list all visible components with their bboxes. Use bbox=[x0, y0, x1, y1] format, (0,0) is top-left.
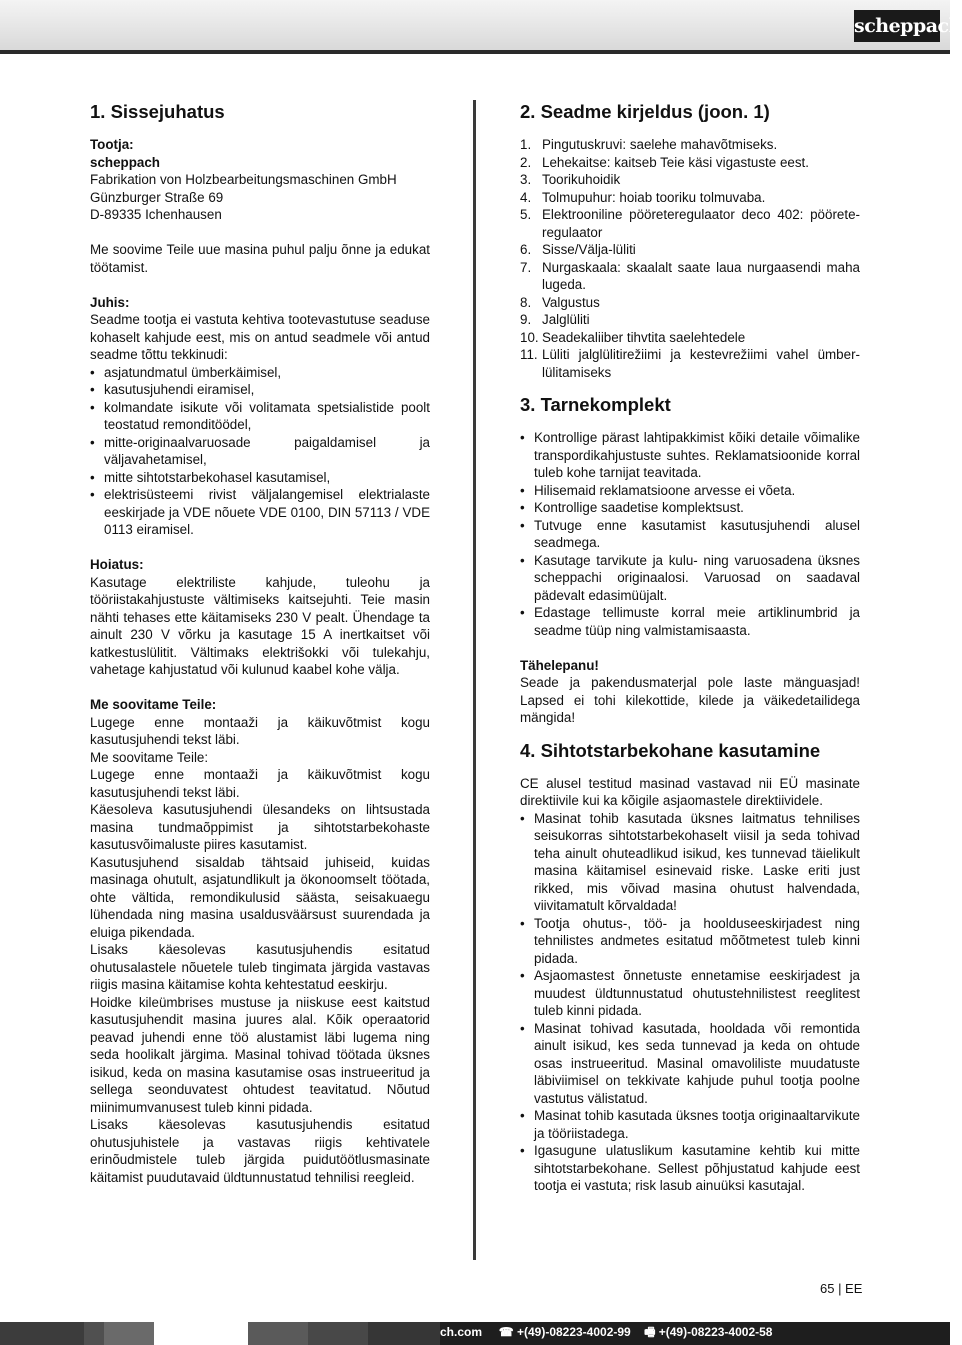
list-item bbox=[520, 171, 860, 189]
wish-text: Me soovime Teile uue masina puhul palju õnne ja edukat töötamist. bbox=[90, 242, 430, 275]
item-text: Sisse/Välja-lüliti bbox=[542, 242, 636, 257]
list-item bbox=[520, 346, 860, 381]
list-item: • Kontrollige saadetise komplektsust. bbox=[520, 499, 860, 517]
item-text: Valgustus bbox=[542, 294, 600, 310]
website-text: ch.com bbox=[440, 1325, 483, 1339]
section2-title: 2. Seadme kirjeldus (joon. 1) bbox=[520, 101, 770, 122]
note-list bbox=[90, 364, 430, 539]
list-item: • Edastage tellimuste korral meie artiklinumbrid ja seadme tüüp ning valmistamisaasta. bbox=[520, 604, 860, 639]
paragraph: Käesoleva kasutusjuhendi ülesandeks on lihtsustada masina tundmaõppimist ja sihtotstarbekohaste kasutusvõimaluste piires kasutamist. bbox=[90, 802, 430, 852]
item-text: Lehekaitse: kaitseb Teie käsi vigastuste eest. bbox=[542, 154, 809, 170]
item-text: Lüliti jalglülitirežiimi ja kestevrežiimi vahel ümberlülitamiseks bbox=[542, 347, 860, 380]
list-item: • Tutvuge enne kasutamist kasutusjuhendi alusel seadmega. bbox=[520, 517, 860, 552]
delivery-list bbox=[520, 429, 860, 639]
item-text: Tolmupuhur: hoiab tooriku tolmuvaba. bbox=[542, 189, 766, 205]
list-item: • Masinat tohivad kasutada, hooldada või remontida ainult isikud, kes seda tunnevad ja keda on ohtude osas instrueeritud. Masinal omavoliliste muudatuste läbiviimisel on tekkivate kahjude puhul tootja poolne vastutus välistatud. bbox=[520, 1020, 860, 1108]
intended-use-intro: CE alusel testitud masinad vastavad nii EÜ masinate direktiivile kui ka kõigile asjaomastele direktiividele. bbox=[520, 775, 860, 808]
list-item: • kolmandate isikute või volitamata spetsialistide poolt teostatud remonditöödel, bbox=[90, 399, 430, 434]
left-column bbox=[90, 100, 430, 1186]
warning-text: Kasutage elektriliste kahjude, tuleohu ja tööriistakahjustuste vältimiseks kaitsejuhti. Teie masin nähti tehases ette käitamiseks 230 V pealt. Ühendage ta ainult 230 V võrku ja kasutage 15 A inertkaitset või katkestuslülitit. Vältimaks elektrišokki või tulekahju, vahetage kahjustatud või kulunud kaabel kohe välja. bbox=[90, 574, 430, 677]
column-divider bbox=[473, 100, 476, 1260]
paragraph: Kasutusjuhend sisaldab tähtsaid juhiseid, kuidas masinaga ohutult, asjatundlikult ja ökonoomselt töötada, ohte vältida, remondikulusid säästa, seisakuaegu lühendada ning masina usaldusväärsust suurendada ja eluiga pikendada. bbox=[90, 854, 430, 940]
item-number: 3. bbox=[520, 172, 532, 187]
list-item: • mitte sihtotstarbekohasel kasutamisel, bbox=[90, 469, 430, 487]
list-item bbox=[520, 241, 860, 259]
list-item bbox=[520, 189, 860, 207]
section1-title: 1. Sissejuhatus bbox=[90, 101, 225, 122]
warning-label: Hoiatus: bbox=[90, 557, 144, 572]
list-item bbox=[520, 154, 860, 172]
item-number: 6. bbox=[520, 242, 532, 257]
paragraph: Lugege enne montaaži ja käikuvõtmist kogu kasutusjuhendi tekst läbi. bbox=[90, 767, 430, 800]
manufacturer-line: D-89335 Ichenhausen bbox=[90, 207, 222, 222]
item-number: 10. bbox=[520, 329, 539, 345]
footer-contact bbox=[440, 1322, 772, 1345]
list-item: • elektrisüsteemi rivist väljalangemisel elektrialaste eeskirjade ja VDE nõuete VDE 0100, DIN 57113 / VDE 0113 eiramisel. bbox=[90, 486, 430, 539]
list-item: • Tootja ohutus-, töö- ja hoolduseeskirjadest ning tehnilistes andmetes esitatud mõõtmetest tuleb kinni pidada. bbox=[520, 915, 860, 968]
header-bar bbox=[0, 0, 962, 54]
right-column bbox=[520, 100, 860, 1195]
item-number: 2. bbox=[520, 154, 532, 170]
recommend-label: Me soovitame Teile: bbox=[90, 697, 217, 712]
item-number: 8. bbox=[520, 294, 532, 310]
item-text: Pingutuskruvi: saelehe mahavõtmiseks. bbox=[542, 137, 778, 152]
list-item: • Masinat tohib kasutada üksnes tootja originaaltarvikute ja tööriistadega. bbox=[520, 1107, 860, 1142]
paragraph: Lisaks käesolevas kasutusjuhendis esitatud ohutusjuhistele ja vastavas riigis kehtivatele erinõudmistele tuleb järgida puidutöötlusmasinate käitamist puudutavaid üldtunnustatud tehnilisi reegleid. bbox=[90, 1117, 430, 1185]
attention-label: Tähelepanu! bbox=[520, 657, 599, 673]
manufacturer-name: scheppach bbox=[90, 154, 160, 170]
intended-use-list bbox=[520, 810, 860, 1195]
attention-text: Seade ja pakendusmaterjal pole laste mänguasjad! Lapsed ei tohi kilekottide, kilede ja väikedetailidega mängida! bbox=[520, 675, 860, 725]
item-number: 1. bbox=[520, 137, 532, 152]
item-text: Elektrooniline pööreteregulaator deco 402: pööreteregulaator bbox=[542, 207, 860, 240]
section3-title: 3. Tarnekomplekt bbox=[520, 394, 671, 415]
device-parts-list bbox=[520, 136, 860, 381]
item-text: Nurgaskaala: skaalalt saate laua nurgaasendi maha lugeda. bbox=[542, 259, 860, 292]
list-item bbox=[520, 259, 860, 294]
list-item: • Kontrollige pärast lahtipakkimist kõiki detaile võimalike transpordikahjustuste suhtes. Reklamatsioonide korral tuleb kohe tarnijat teavitada. bbox=[520, 429, 860, 482]
paragraph: Me soovitame Teile: bbox=[90, 749, 209, 765]
manufacturer-label: Tootja: bbox=[90, 137, 134, 152]
paragraph: Hoidke kileümbrises mustuse ja niiskuse eest kaitstud kasutusjuhendit masina juures alal. Kõik operaatorid peavad juhendi enne töö alustamist läbi lugema ning seda hoolikalt järgima. Masinal tohivad töötada üksnes isikud, keda on masina kasutamise osas instrueeritud ja sellega seonduvatest ohtudest teavitatud. Nõutud miinimumvanusest tuleb kinni pidada. bbox=[90, 994, 430, 1115]
brand-logo: scheppach bbox=[854, 10, 940, 42]
phone-text: ☎ +(49)-08223-4002-99 bbox=[498, 1325, 631, 1339]
note-label: Juhis: bbox=[90, 294, 130, 310]
manufacturer-line: Fabrikation von Holzbearbeitungsmaschinen GmbH bbox=[90, 172, 397, 187]
section4-title: 4. Sihtotstarbekohane kasutamine bbox=[520, 739, 821, 761]
list-item: • asjatundmatul ümberkäimisel, bbox=[90, 364, 430, 382]
item-text: Toorikuhoidik bbox=[542, 172, 621, 187]
list-item: • Kasutage tarvikute ja kulu- ning varuosadena üksnes scheppachi originaalosi. Varuosad on saadaval pädevalt edasimüüjalt. bbox=[520, 552, 860, 605]
manufacturer-line: Günzburger Straße 69 bbox=[90, 189, 224, 205]
list-item: • Hilisemaid reklamatsioone arvesse ei võeta. bbox=[520, 482, 860, 500]
item-number: 9. bbox=[520, 312, 532, 327]
item-number: 11. bbox=[520, 347, 538, 362]
list-item bbox=[520, 294, 860, 312]
page-number: 65 | EE bbox=[820, 1281, 863, 1296]
fax-text: 🖷 +(49)-08223-4002-58 bbox=[644, 1325, 773, 1339]
item-number: 5. bbox=[520, 207, 532, 222]
note-text: Seadme tootja ei vastuta kehtiva tootevastutuse seaduse kohaselt kahjude eest, mis on antud seadmele või antud seadme tõttu tekkinudi: bbox=[90, 312, 430, 362]
item-text: Seadekaliiber tihvtita saelehtedele bbox=[542, 329, 746, 345]
list-item bbox=[520, 136, 860, 154]
list-item bbox=[520, 311, 860, 329]
item-text: Jalglüliti bbox=[542, 312, 590, 327]
list-item: • Igasugune ulatuslikum kasutamine kehtib kui mitte sihtotstarbekohane. Sellest põhjustatud kahjude eest tootja ei vastuta; risk lasub ainuüksi kasutajal. bbox=[520, 1142, 860, 1195]
item-number: 7. bbox=[520, 259, 532, 275]
item-number: 4. bbox=[520, 189, 532, 205]
list-item: • mitte-originaalvaruosade paigaldamisel ja väljavahetamisel, bbox=[90, 434, 430, 469]
paragraph: Lugege enne montaaži ja käikuvõtmist kogu kasutusjuhendi tekst läbi. bbox=[90, 714, 430, 747]
paragraph: Lisaks käesolevas kasutusjuhendis esitatud ohutusalastele nõuetele tuleb tingimata järgida vastavas riigis masina käitamise kohta kehtestatud eeskirju. bbox=[90, 942, 430, 992]
list-item: • kasutusjuhendi eiramisel, bbox=[90, 381, 430, 399]
list-item: • Asjaomastest õnnetuste ennetamise eeskirjadest ja muudest üldtunnustatud ohutustehnilistest reeglitest tuleb kinni pidada. bbox=[520, 967, 860, 1020]
list-item bbox=[520, 329, 860, 347]
list-item: • Masinat tohib kasutada üksnes laitmatus tehnilises seisukorras sihtotstarbekohaselt viisil ja seda tohivad teha ainult ohuteadlikud isikud, kes tunnevad täielikult masina käitamisel esinevaid riske. Laske eriti just rikked, mis võivad masina ohutust halvendada, viivitamatult kõrvaldada! bbox=[520, 810, 860, 915]
list-item bbox=[520, 206, 860, 241]
